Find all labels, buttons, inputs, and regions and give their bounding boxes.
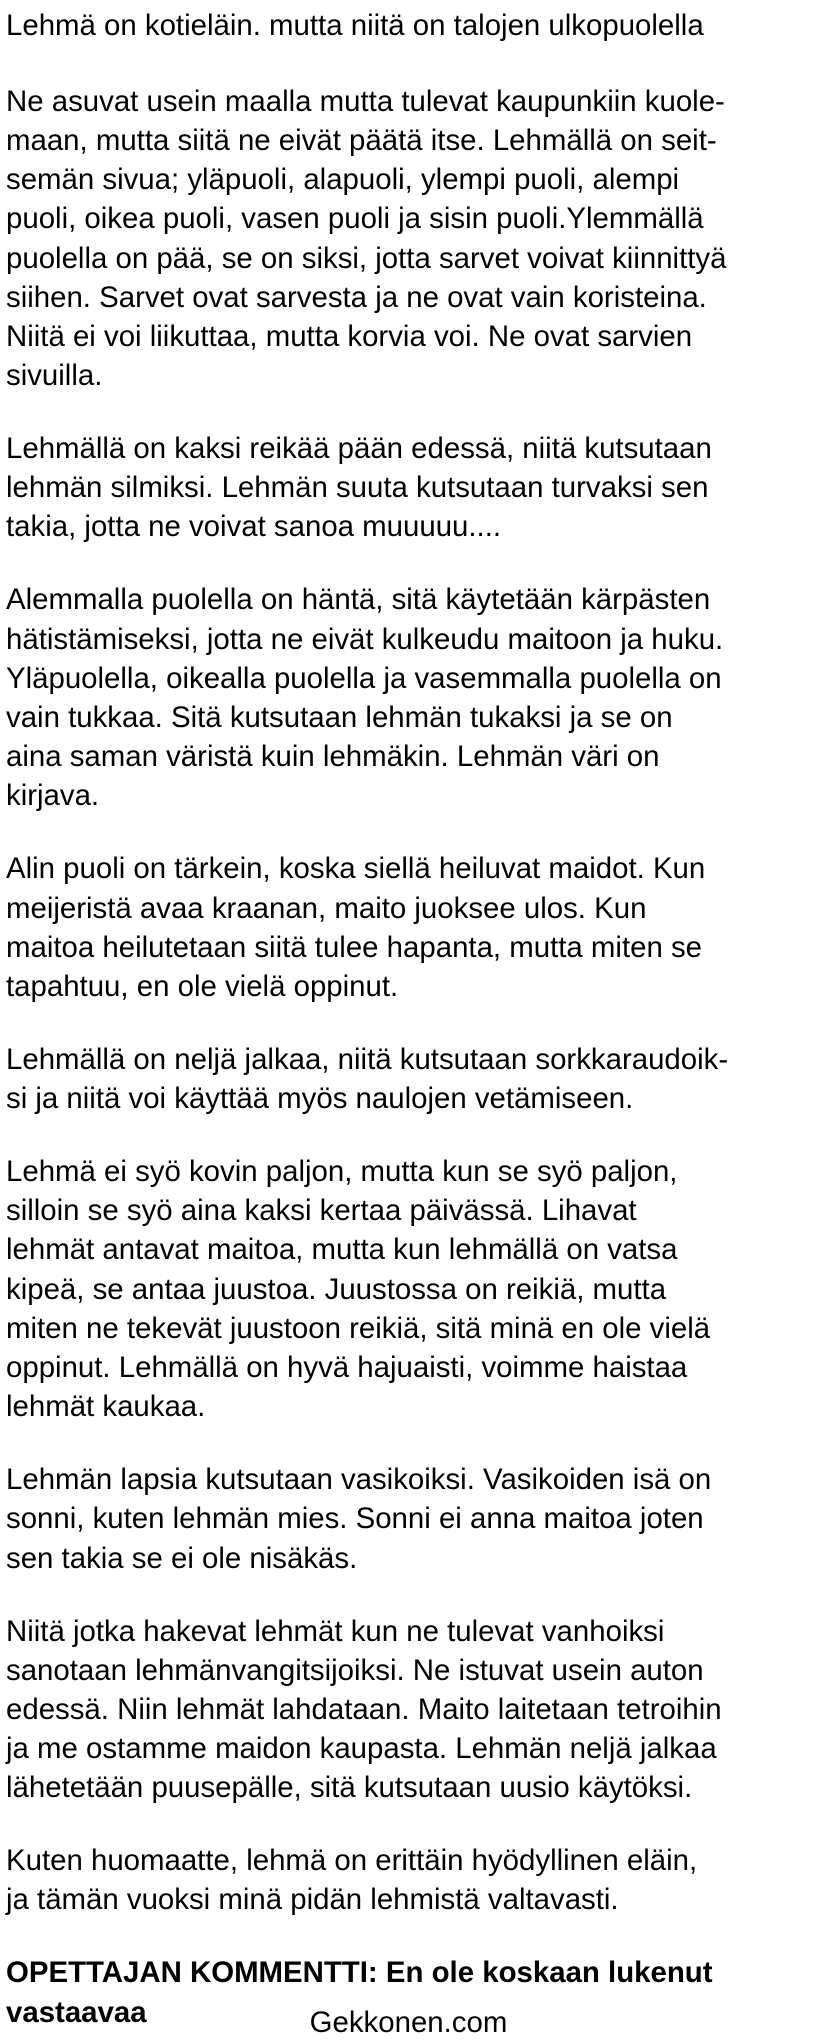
text-line: ja me ostamme maidon kaupasta. Lehmän neljä jalkaa (6, 1732, 717, 1766)
text-line: Lehmällä on kaksi reikää pään edessä, niitä kutsutaan (6, 432, 712, 466)
text-line: tapahtuu, en ole vielä oppinut. (6, 969, 399, 1003)
text-line: Yläpuolella, oikealla puolella ja vasemmalla puolella on (6, 661, 722, 695)
paragraph-2 (6, 82, 807, 396)
text-line: Niitä ei voi liikuttaa, mutta korvia voi. Ne ovat sarvien (6, 319, 693, 353)
text-line: miten ne tekevät juustoon reikiä, sitä minä en ole vielä (6, 1311, 711, 1345)
text-line: sen takia se ei ole nisäkäs. (6, 1541, 358, 1575)
paragraph-9 (6, 1612, 807, 1808)
paragraph-8 (6, 1460, 807, 1578)
text-line: maan, mutta siitä ne eivät päätä itse. Lehmällä on seit- (6, 123, 717, 157)
text-line: sanotaan lehmänvangitsijoiksi. Ne istuvat usein auton (6, 1653, 704, 1687)
text-line: Lehmällä on neljä jalkaa, niitä kutsutaan sorkkaraudoik- (6, 1042, 729, 1076)
text-line: Lehmän lapsia kutsutaan vasikoiksi. Vasikoiden isä on (6, 1463, 712, 1497)
comment-line: vastaavaa (6, 1995, 147, 2029)
text-line: vain tukkaa. Sitä kutsutaan lehmän tukaksi ja se on (6, 701, 673, 734)
text-line: takia, jotta ne voivat sanoa muuuuu.... (6, 510, 502, 544)
text-line: lehmät kaukaa. (6, 1390, 206, 1424)
paragraph-3 (6, 429, 807, 547)
text-line: Alin puoli on tärkein, koska siellä heiluvat maidot. Kun (6, 852, 706, 886)
text-line: edessä. Niin lehmät lahdataan. Maito laitetaan tetroihin (6, 1692, 722, 1726)
text-line: kipeä, se antaa juustoa. Juustossa on reikiä, mutta (6, 1272, 667, 1306)
footer-credit: Gekkonen.com (309, 2006, 508, 2039)
text-line: siihen. Sarvet ovat sarvesta ja ne ovat vain koristeina. (6, 280, 707, 314)
text-line: lehmän silmiksi. Lehmän suuta kutsutaan turvaksi sen (6, 471, 709, 505)
text-line: sonni, kuten lehmän mies. Sonni ei anna maitoa joten (6, 1502, 704, 1536)
paragraph-10 (6, 1841, 807, 1919)
text-line: hätistämiseksi, jotta ne eivät kulkeudu maitoon ja huku. (6, 622, 724, 656)
text-line: Kuten huomaatte, lehmä on erittäin hyödyllinen eläin, (6, 1844, 698, 1878)
text-line: Niitä jotka hakevat lehmät kun ne tulevat vanhoiksi (6, 1614, 665, 1648)
text-line: puoli, oikea puoli, vasen puoli ja sisin puoli.Ylemmällä (6, 202, 704, 236)
paragraph-1 (6, 6, 807, 45)
paragraph-4 (6, 580, 807, 815)
text-line: maitoa heilutetaan siitä tulee hapanta, mutta miten se (6, 930, 703, 964)
text-line: meijeristä avaa kraanan, maito juoksee ulos. Kun (6, 891, 647, 925)
text-line: puolella on pää, se on siksi, jotta sarvet voivat kiinnittyä (6, 241, 727, 275)
text-line: lehmät antavat maitoa, mutta kun lehmällä on vatsa (6, 1233, 678, 1267)
text-line: Ne asuvat usein maalla mutta tulevat kaupunkiin kuole- (6, 84, 725, 118)
text-line: aina saman väristä kuin lehmäkin. Lehmän väri on (6, 740, 660, 774)
text-line: Lehmä on kotieläin. mutta niitä on talojen ulkopuolella (6, 9, 704, 42)
text-line: sivuilla. (6, 359, 103, 393)
text-line: silloin se syö aina kaksi kertaa päivässä. Lihavat (6, 1194, 637, 1228)
text-line: Alemmalla puolella on häntä, sitä käytetään kärpästen (6, 583, 711, 617)
text-line: oppinut. Lehmällä on hyvä hajuaisti, voimme haistaa (6, 1351, 688, 1385)
text-line: semän sivua; yläpuoli, alapuoli, ylempi puoli, alempi (6, 163, 680, 197)
paragraph-6 (6, 1040, 807, 1118)
text-line: Lehmä ei syö kovin paljon, mutta kun se syö paljon, (6, 1155, 678, 1189)
text-line: lähetetään puusepälle, sitä kutsutaan uusio käytöksi. (6, 1771, 693, 1805)
paragraph-5 (6, 849, 807, 1006)
comment-line: OPETTAJAN KOMMENTTI: En ole koskaan lukenut (6, 1956, 713, 1990)
text-line: ja tämän vuoksi minä pidän lehmistä valtavasti. (6, 1883, 619, 1917)
text-line: si ja niitä voi käyttää myös naulojen vetämiseen. (6, 1082, 634, 1116)
paragraph-7 (6, 1152, 807, 1426)
text-line: kirjava. (6, 779, 100, 813)
